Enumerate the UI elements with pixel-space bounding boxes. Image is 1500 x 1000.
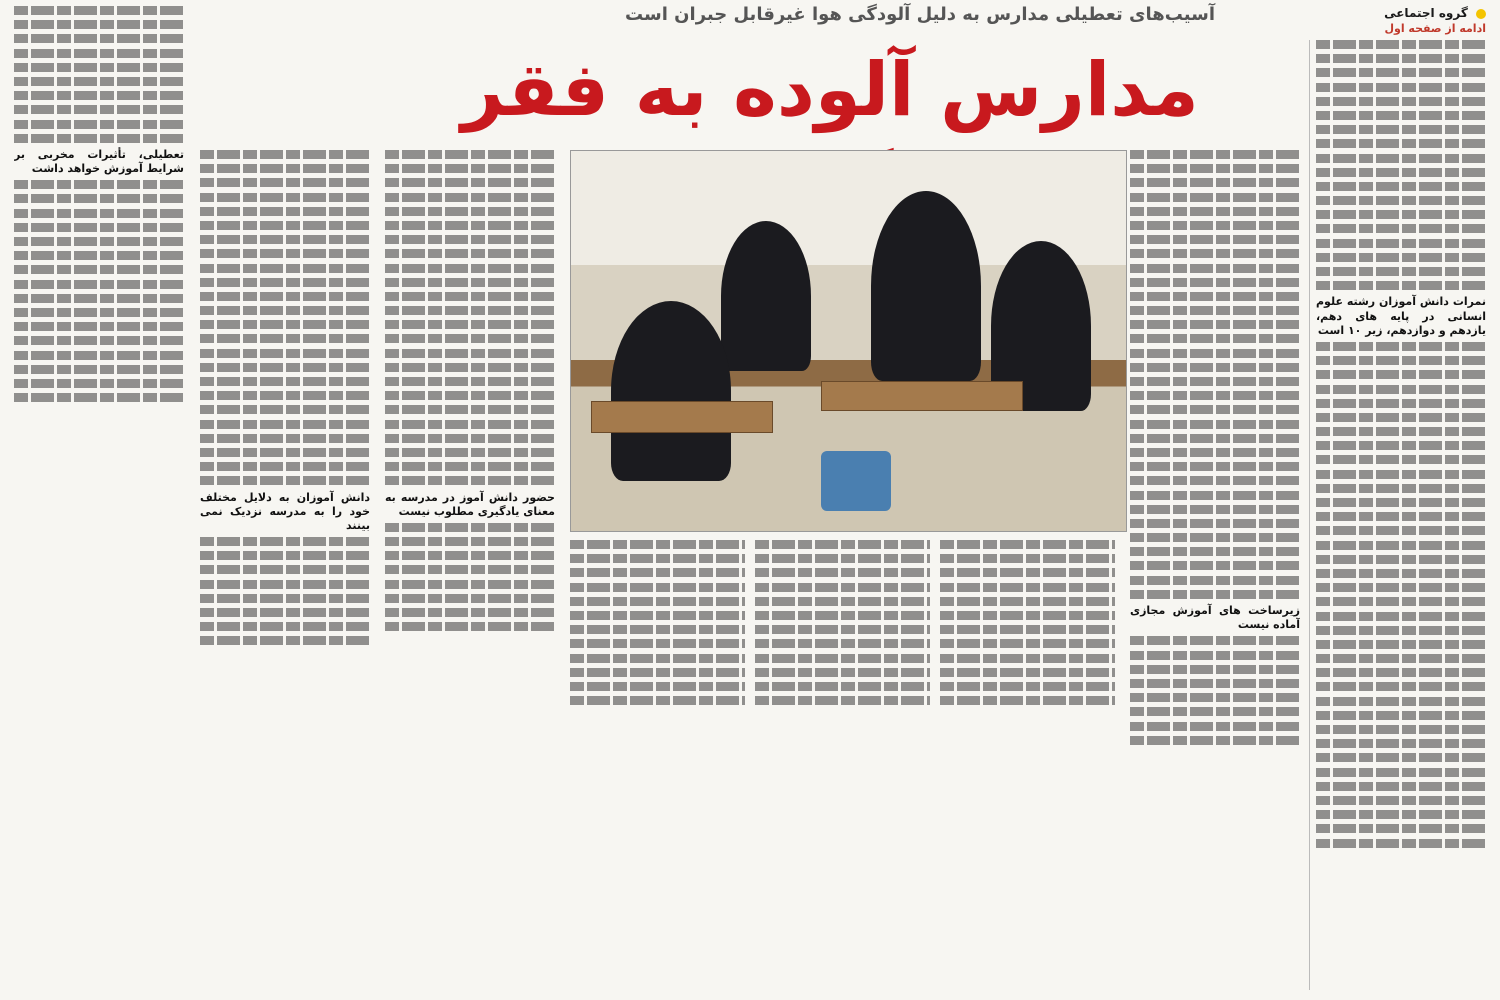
column-rule — [1309, 40, 1310, 990]
continued-note: ادامه از صفحه اول — [1384, 22, 1486, 35]
text-column — [200, 150, 370, 990]
article-kicker: آسیب‌های تعطیلی مدارس به دلیل آلودگی هوا غیرقابل جبران است — [624, 4, 1216, 25]
section-title: گروه اجتماعی — [1384, 6, 1468, 20]
text-column — [755, 540, 930, 990]
subhead: دانش آموزان به دلایل مختلف خود را به مدرسه نزدیک نمی بینند — [200, 490, 370, 532]
text-column — [14, 6, 184, 990]
subhead: زیرساخت های آموزش مجازی آماده نیست — [1130, 604, 1300, 632]
text-column — [940, 540, 1115, 990]
backpack — [821, 451, 891, 511]
section-bullet-icon — [1476, 9, 1486, 19]
student-figure — [611, 301, 731, 481]
text-column — [385, 150, 555, 990]
classroom-photo — [570, 150, 1127, 532]
student-figure — [871, 191, 981, 381]
text-column — [1316, 40, 1486, 990]
desk — [591, 401, 773, 433]
student-figure — [721, 221, 811, 371]
subhead: حضور دانش آموز در مدرسه به معنای یادگیری مطلوب نیست — [385, 490, 555, 518]
desk — [821, 381, 1023, 411]
text-column — [570, 540, 745, 990]
subhead: تعطیلی، تأثیرات مخربی بر شرایط آموزش خواهد داشت — [14, 147, 184, 176]
subhead: نمرات دانش آموزان رشته علوم انسانی در پایه های دهم، یازدهم و دوازدهم، زیر ۱۰ است — [1316, 295, 1486, 337]
text-column — [1130, 150, 1300, 990]
section-label — [1316, 6, 1486, 35]
article-headline: مدارس آلوده به فقر — [461, 47, 1199, 133]
